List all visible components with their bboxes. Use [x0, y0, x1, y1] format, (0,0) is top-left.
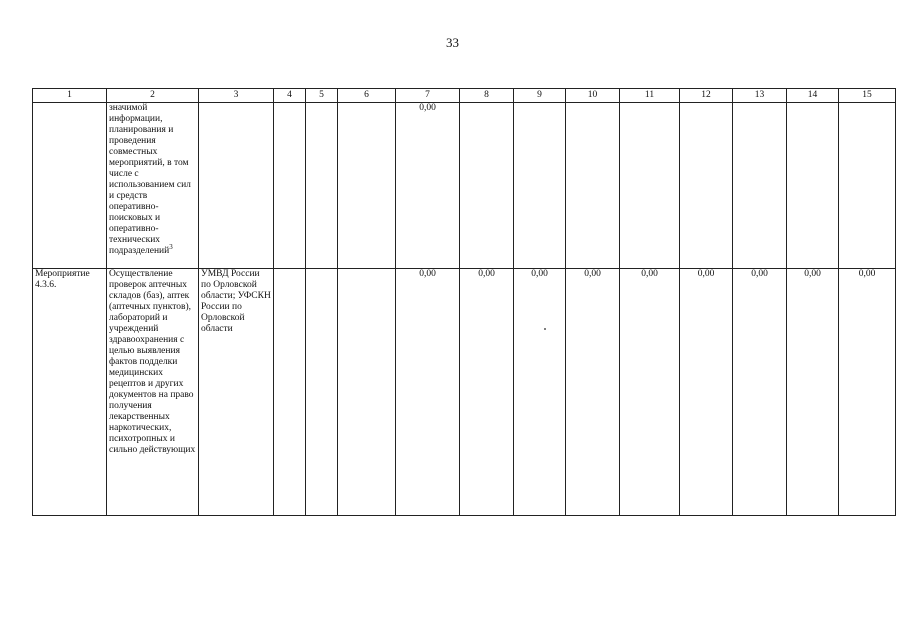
header-cell: 8 — [460, 89, 514, 103]
value-cell: 0,00 — [787, 269, 839, 516]
event-id-cell — [33, 103, 107, 269]
event-id-cell: Мероприятие 4.3.6. — [33, 269, 107, 516]
value-cell: 0,00 — [396, 269, 460, 516]
empty-cell — [338, 269, 396, 516]
empty-cell — [787, 103, 839, 269]
header-cell: 1 — [33, 89, 107, 103]
value-cell: 0,00 — [566, 269, 620, 516]
header-cell: 7 — [396, 89, 460, 103]
event-description-cell — [107, 103, 199, 269]
header-cell: 10 — [566, 89, 620, 103]
header-cell: 6 — [338, 89, 396, 103]
empty-cell — [274, 103, 306, 269]
empty-cell — [274, 269, 306, 516]
value-cell: 0,00 — [733, 269, 787, 516]
header-cell: 15 — [839, 89, 896, 103]
value-cell: 0,00 — [460, 269, 514, 516]
scan-speck — [544, 328, 546, 330]
header-cell: 14 — [787, 89, 839, 103]
header-cell: 4 — [274, 89, 306, 103]
executor-cell: УМВД России по Орловской области; УФСКН России по Орловской области — [199, 269, 274, 516]
empty-cell — [733, 103, 787, 269]
empty-cell — [306, 269, 338, 516]
event-description-cell: Осуществление проверок аптечных складов (баз), аптек (аптечных пунктов), лабораторий и учреждений здравоохранения с целью выявления фактов подделки медицинских рецептов и других документов на право получения лекарственных наркотических, психотропных и сильно действующих — [107, 269, 199, 516]
empty-cell — [514, 103, 566, 269]
empty-cell — [680, 103, 733, 269]
empty-cell — [338, 103, 396, 269]
header-cell: 12 — [680, 89, 733, 103]
value-cell: 0,00 — [620, 269, 680, 516]
page-number: 33 — [446, 35, 459, 50]
empty-cell — [620, 103, 680, 269]
header-cell: 5 — [306, 89, 338, 103]
footnote-marker: 3 — [169, 242, 173, 251]
table-row — [33, 269, 896, 516]
header-cell: 3 — [199, 89, 274, 103]
program-table — [32, 88, 896, 516]
header-cell: 9 — [514, 89, 566, 103]
empty-cell — [306, 103, 338, 269]
header-cell: 13 — [733, 89, 787, 103]
header-row — [33, 89, 896, 103]
executor-cell — [199, 103, 274, 269]
value-cell: 0,00 — [514, 269, 566, 516]
table-row — [33, 103, 896, 269]
header-cell: 11 — [620, 89, 680, 103]
value-cell: 0,00 — [839, 269, 896, 516]
empty-cell — [839, 103, 896, 269]
value-cell: 0,00 — [396, 103, 460, 269]
empty-cell — [460, 103, 514, 269]
value-cell: 0,00 — [680, 269, 733, 516]
header-cell: 2 — [107, 89, 199, 103]
event-description: значимой информации, планирования и проведения совместных мероприятий, в том числе с использованием сил и средств оперативно-поисковых и оперативно-технических подразделений — [109, 103, 191, 256]
empty-cell — [566, 103, 620, 269]
